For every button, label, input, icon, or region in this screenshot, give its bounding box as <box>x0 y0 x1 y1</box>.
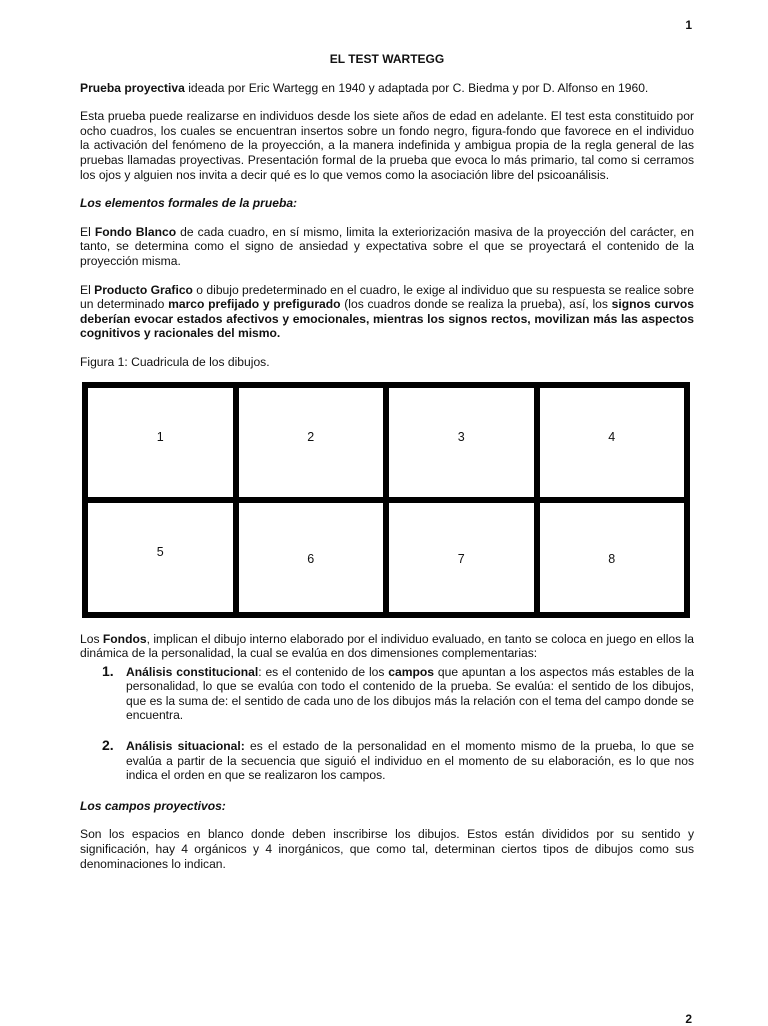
list-item-1-text: que apuntan a los aspectos más estables de la personalidad, lo que se evalúa con todo el contenido de la prueba. Se evalúa: el sentido de los dibujos, que es la suma de: el sentido de cada uno de los dibujos más la relación con el tema del campo donde se encuentra. <box>126 664 694 723</box>
producto-bold-1: Producto Grafico <box>94 282 193 297</box>
grid-cell-8 <box>540 503 685 612</box>
producto-mid-2: (los cuadros donde se realiza la prueba), así, los <box>340 297 612 312</box>
final-paragraph: Son los espacios en blanco donde deben inscribirse los dibujos. Estos están divididos por su sentido y significación, hay 4 orgánicos y 4 inorgánicos, que como tal, determinan ciertos tipos de dibujos como sus denominaciones lo indican. <box>80 827 694 871</box>
page-number-top: 1 <box>685 18 692 32</box>
list-number-1: 1. <box>102 662 114 679</box>
fondos-paragraph <box>80 632 694 661</box>
analysis-list <box>80 662 694 783</box>
list-item <box>80 662 694 723</box>
list-item-1-mid: : es el contenido de los <box>258 664 389 679</box>
fondo-pre: El <box>80 224 95 239</box>
fondos-text: , implican el dibujo interno elaborado por el individuo evaluado, en tanto se coloca en juego en ellos la dinámica de la personalidad, la cual se evalúa en dos dimensiones complementarias: <box>80 631 694 661</box>
figure-caption: Figura 1: Cuadricula de los dibujos. <box>80 354 270 369</box>
page-number-bottom: 2 <box>685 1012 692 1026</box>
list-item-1-bold: Análisis constitucional <box>126 664 259 679</box>
subheading-projective-fields: Los campos proyectivos: <box>80 798 226 813</box>
grid-label-4: 4 <box>608 429 616 444</box>
intro-bold: Prueba proyectiva <box>80 80 185 95</box>
fondos-bold: Fondos <box>102 631 147 646</box>
drawing-grid <box>82 382 690 618</box>
producto-pre: El <box>80 282 95 297</box>
list-number-2: 2. <box>102 737 114 754</box>
list-item-2-text: es el estado de la personalidad en el momento mismo de la prueba, lo que se evalúa a partir de la secuencia que siguió el individuo en el momento de su elaboración, es lo que nos indica el orden en que se realizaron los campos. <box>126 739 694 783</box>
list-item-1-bold-2: campos <box>388 664 435 679</box>
fondo-text: de cada cuadro, en sí mismo, limita la exteriorización masiva de la proyección del carácter, en tanto, se determina como el signo de ansiedad y expectativa sobre el que se proyectará el contenido de la proyección misma. <box>80 224 694 268</box>
grid-cell-1 <box>88 388 233 497</box>
fondo-blanco-paragraph <box>80 225 694 269</box>
producto-bold-2: marco prefijado y prefigurado <box>168 297 341 312</box>
fondos-pre: Los <box>80 631 103 646</box>
grid-label-5: 5 <box>156 544 164 559</box>
producto-mid-1: o dibujo predeterminado en el cuadro, le exige al individuo que su respuesta se realice sobre un determinado <box>80 282 694 312</box>
grid-cell-4 <box>540 388 685 497</box>
grid-cell-6 <box>239 503 384 612</box>
grid-label-8: 8 <box>608 551 616 566</box>
grid-cell-2 <box>239 388 384 497</box>
producto-grafico-paragraph <box>80 283 694 341</box>
grid-label-3: 3 <box>457 429 465 444</box>
document-body <box>80 52 694 885</box>
grid-cell-3 <box>389 388 534 497</box>
grid-cell-5 <box>88 503 233 612</box>
list-item <box>80 739 694 783</box>
grid-label-7: 7 <box>457 551 465 566</box>
list-item-2-bold: Análisis situacional: <box>126 739 245 754</box>
intro-text: ideada por Eric Wartegg en 1940 y adaptada por C. Biedma y por D. Alfonso en 1960. <box>184 80 649 95</box>
grid-label-2: 2 <box>307 429 315 444</box>
grid-label-1: 1 <box>156 429 164 444</box>
subheading-formal-elements: Los elementos formales de la prueba: <box>80 196 298 211</box>
intro-paragraph <box>80 81 694 96</box>
description-paragraph: Esta prueba puede realizarse en individuos desde los siete años de edad en adelante. El test esta constituido por ocho cuadros, los cuales se encuentran insertos sobre un fondo negro, figura-fondo que favorece en el individuo la activación del fenómeno de la proyección, a la manera indefinida y ambigua propia de la regla general de las pruebas llamadas proyectivas. Presentación formal de la prueba que evoca lo más primario, tal como si cerramos los ojos y alguien nos invita a decir qué es lo que vemos como la asociación libre del psicoanálisis. <box>80 109 694 182</box>
grid-label-6: 6 <box>307 551 315 566</box>
document-title: EL TEST WARTEGG <box>329 52 445 66</box>
grid-cell-7 <box>389 503 534 612</box>
fondo-bold: Fondo Blanco <box>94 224 177 239</box>
producto-bold-3: signos curvos deberían evocar estados afectivos y emocionales, mientras los signos rectos, movilizan más las aspectos cognitivos y racionales del mismo. <box>80 297 694 341</box>
